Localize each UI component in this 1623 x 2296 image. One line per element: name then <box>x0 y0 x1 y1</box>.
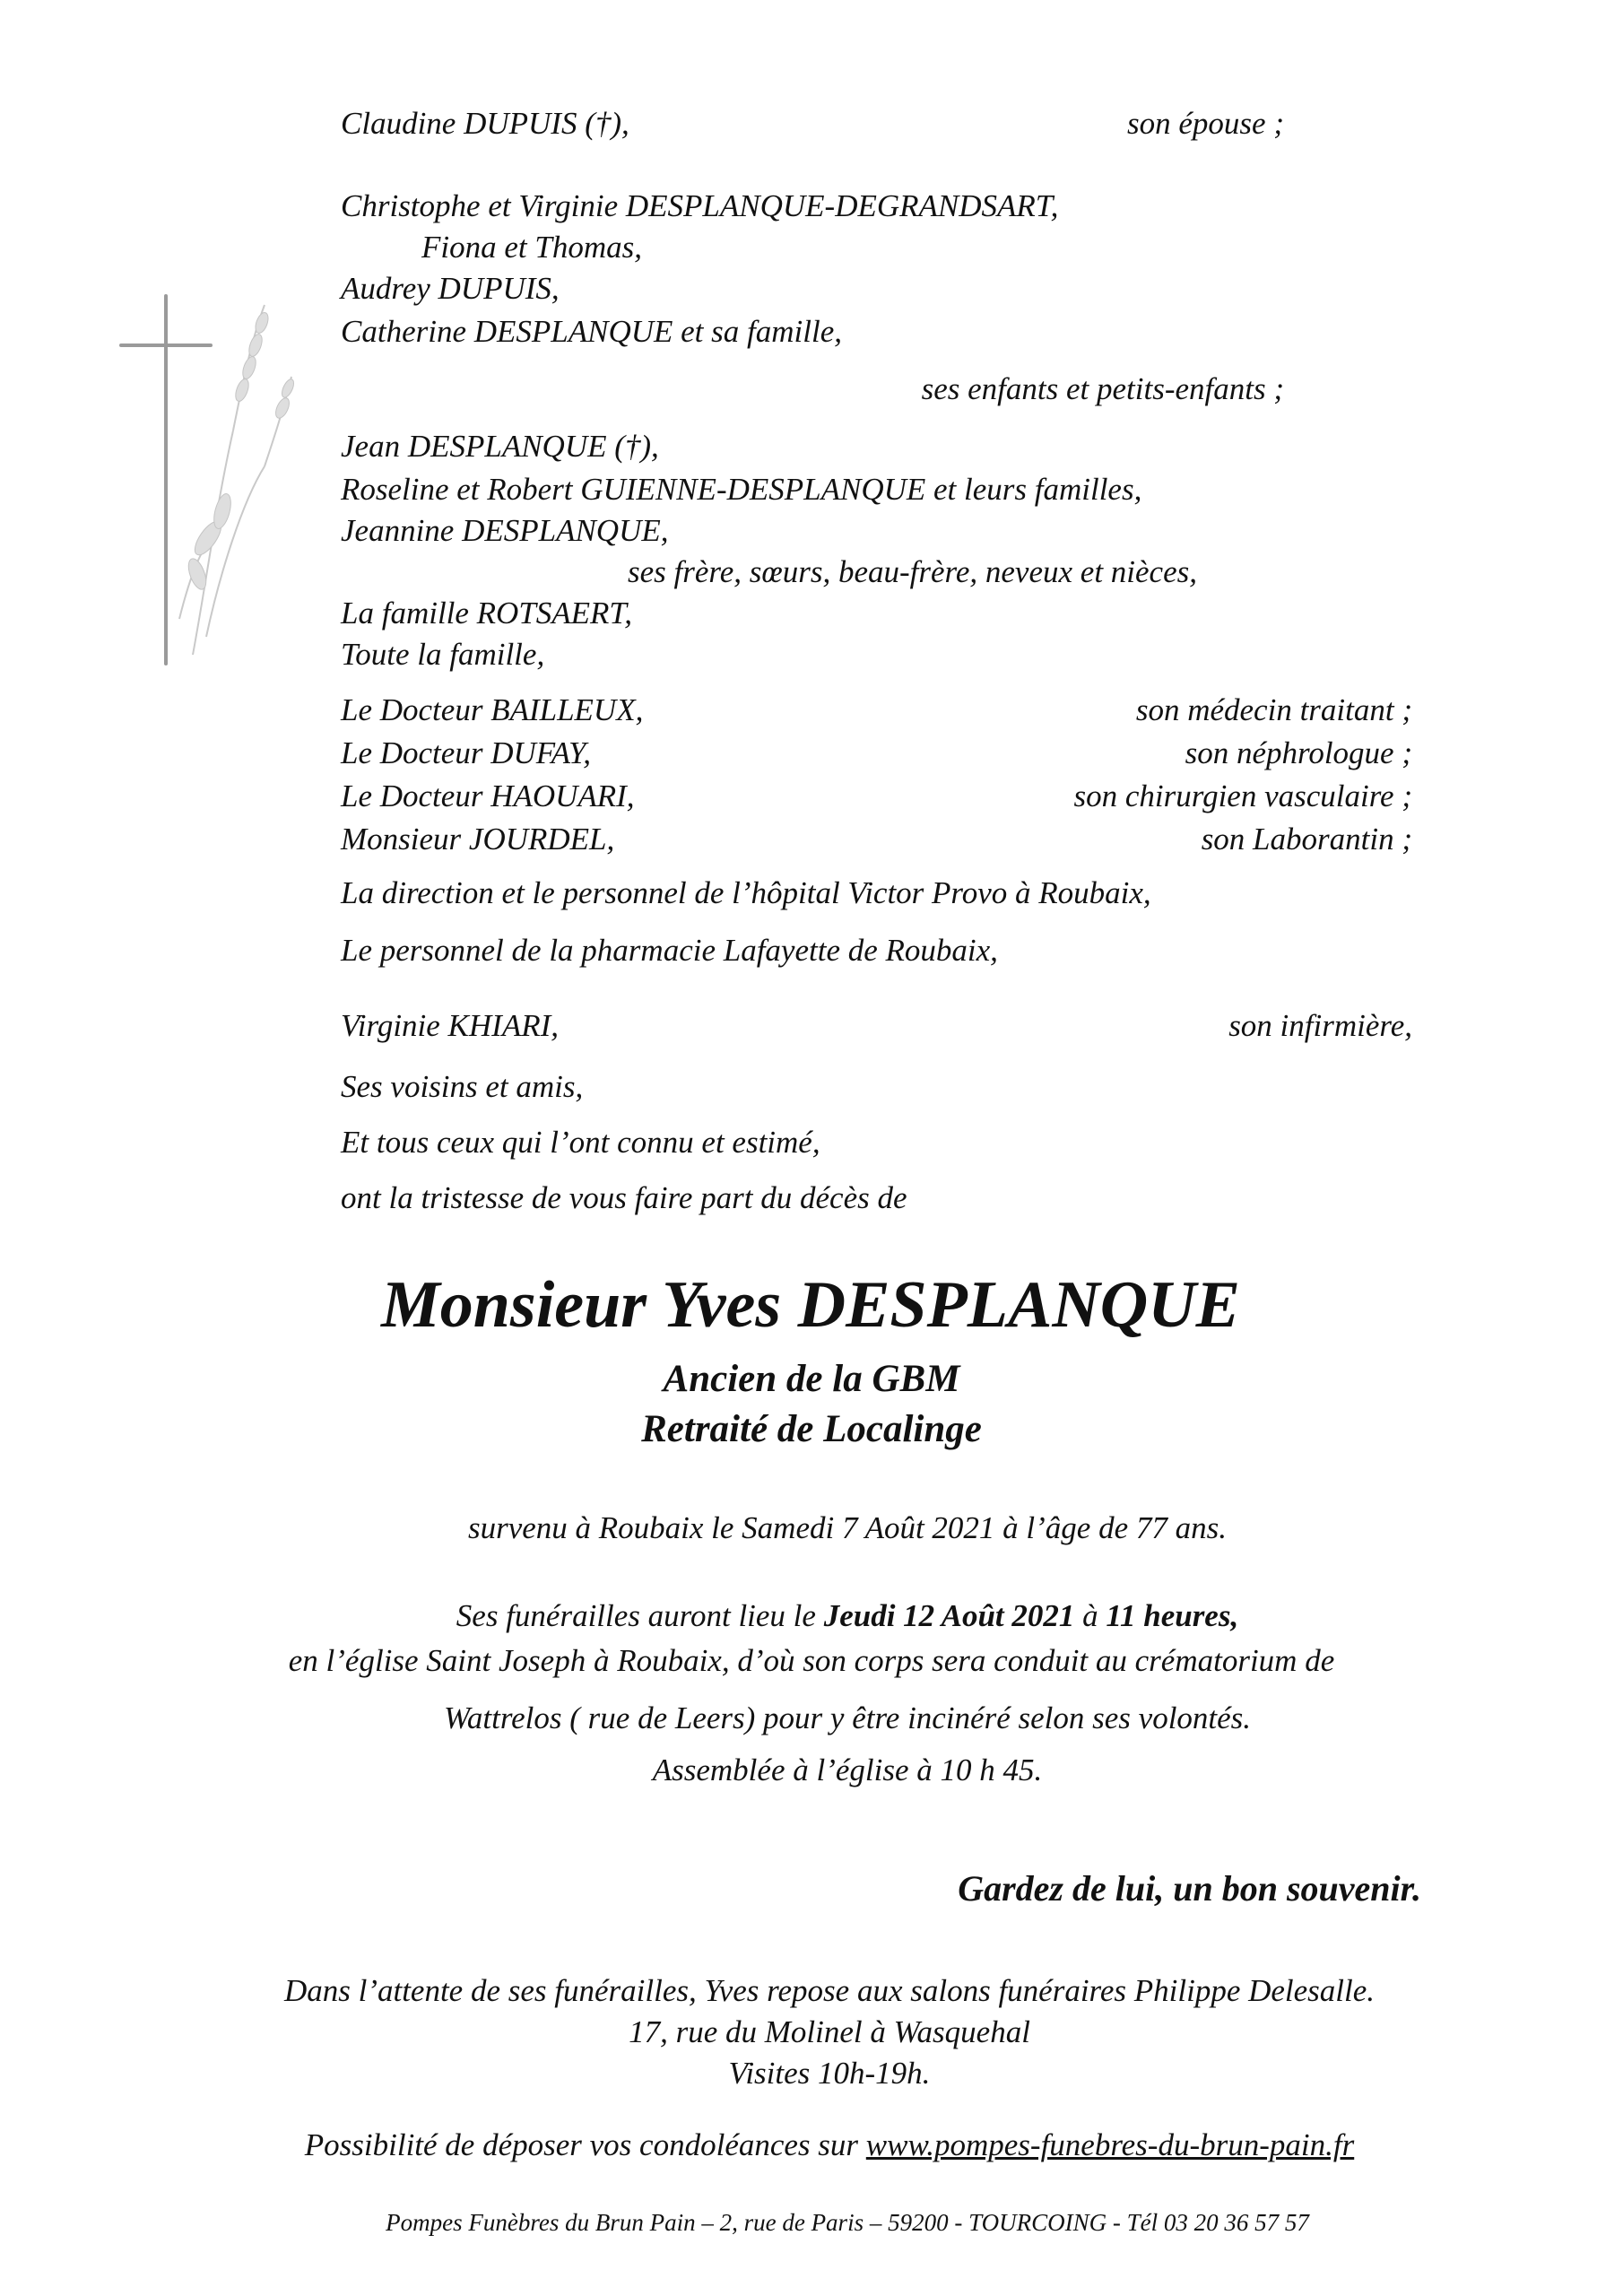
funeral-line-2: en l’église Saint Joseph à Roubaix, d’où son corps sera conduit au crématorium de <box>288 1643 1335 1678</box>
doctor-name: Monsieur JOURDEL, <box>341 822 615 857</box>
institution-line: La direction et le personnel de l’hôpital Victor Provo à Roubaix, <box>341 875 1151 910</box>
condolences-prefix: Possibilité de déposer vos condoléances sur <box>304 2127 859 2162</box>
wake-line-2: 17, rue du Molinel à Wasquehal <box>629 2014 1030 2049</box>
wake-line-3: Visites 10h-19h. <box>728 2056 931 2091</box>
family-line: Toute la famille, <box>341 637 545 672</box>
siblings-role: ses frère, sœurs, beau-frère, neveux et nièces, <box>628 554 1197 589</box>
closing-line: Ses voisins et amis, <box>341 1069 584 1104</box>
funeral-date: Jeudi 12 Août 2021 <box>823 1598 1075 1633</box>
death-info: survenu à Roubaix le Samedi 7 Août 2021 à l’âge de 77 ans. <box>467 1510 1228 1545</box>
spouse-role: son épouse ; <box>1127 106 1284 141</box>
deceased-name: Monsieur Yves DESPLANQUE <box>380 1268 1241 1342</box>
doctor-name: Le Docteur HAOUARI, <box>341 778 635 813</box>
children-line: Audrey DUPUIS, <box>341 271 560 306</box>
siblings-line: Roseline et Robert GUIENNE-DESPLANQUE et leurs familles, <box>341 472 1142 507</box>
nurse-role: son infirmière, <box>1228 1008 1412 1043</box>
doctor-role: son médecin traitant ; <box>1135 692 1412 727</box>
closing-line: Et tous ceux qui l’ont connu et estimé, <box>341 1125 820 1160</box>
funeral-prefix: Ses funérailles auront lieu le <box>456 1598 816 1633</box>
children-role: ses enfants et petits-enfants ; <box>921 371 1284 406</box>
doctor-name: Le Docteur BAILLEUX, <box>341 692 644 727</box>
siblings-line: Jean DESPLANQUE (†), <box>341 429 659 464</box>
doctor-role: son Laborantin ; <box>1201 822 1412 857</box>
funeral-time: 11 heures, <box>1106 1598 1239 1633</box>
doctor-name: Le Docteur DUFAY, <box>341 735 592 770</box>
cross-and-wheat-icon <box>108 242 314 673</box>
children-line: Christophe et Virginie DESPLANQUE-DEGRANDSART, <box>341 188 1059 223</box>
spouse-name: Claudine DUPUIS (†), <box>341 106 629 141</box>
deceased-subtitle: Retraité de Localinge <box>641 1408 982 1450</box>
footer-line: Pompes Funèbres du Brun Pain – 2, rue de Paris – 59200 - TOURCOING - Tél 03 20 36 57 57 <box>386 2209 1309 2236</box>
children-line: Fiona et Thomas, <box>421 230 642 265</box>
condolences-link[interactable]: www.pompes-funebres-du-brun-pain.fr <box>865 2127 1355 2162</box>
wake-line-1: Dans l’attente de ses funérailles, Yves repose aux salons funéraires Philippe Delesalle. <box>283 1973 1376 2008</box>
condolences-line <box>0 2126 1623 2165</box>
closing-line: ont la tristesse de vous faire part du décès de <box>341 1180 907 1215</box>
siblings-line: Jeannine DESPLANQUE, <box>341 513 669 548</box>
institution-line: Le personnel de la pharmacie Lafayette de Roubaix, <box>341 933 998 968</box>
funeral-line-3: Wattrelos ( rue de Leers) pour y être incinéré selon ses volontés. <box>443 1700 1252 1735</box>
doctor-role: son néphrologue ; <box>1185 735 1412 770</box>
nurse-name: Virginie KHIARI, <box>341 1008 560 1043</box>
doctor-role: son chirurgien vasculaire ; <box>1073 778 1412 813</box>
deceased-subtitle: Ancien de la GBM <box>663 1358 960 1400</box>
funeral-mid: à <box>1082 1598 1098 1633</box>
souvenir-line: Gardez de lui, un bon souvenir. <box>958 1868 1421 1909</box>
funeral-line-4: Assemblée à l’église à 10 h 45. <box>652 1752 1043 1787</box>
funeral-line-1 <box>0 1596 1623 1636</box>
children-line: Catherine DESPLANQUE et sa famille, <box>341 314 842 349</box>
family-line: La famille ROTSAERT, <box>341 596 633 631</box>
